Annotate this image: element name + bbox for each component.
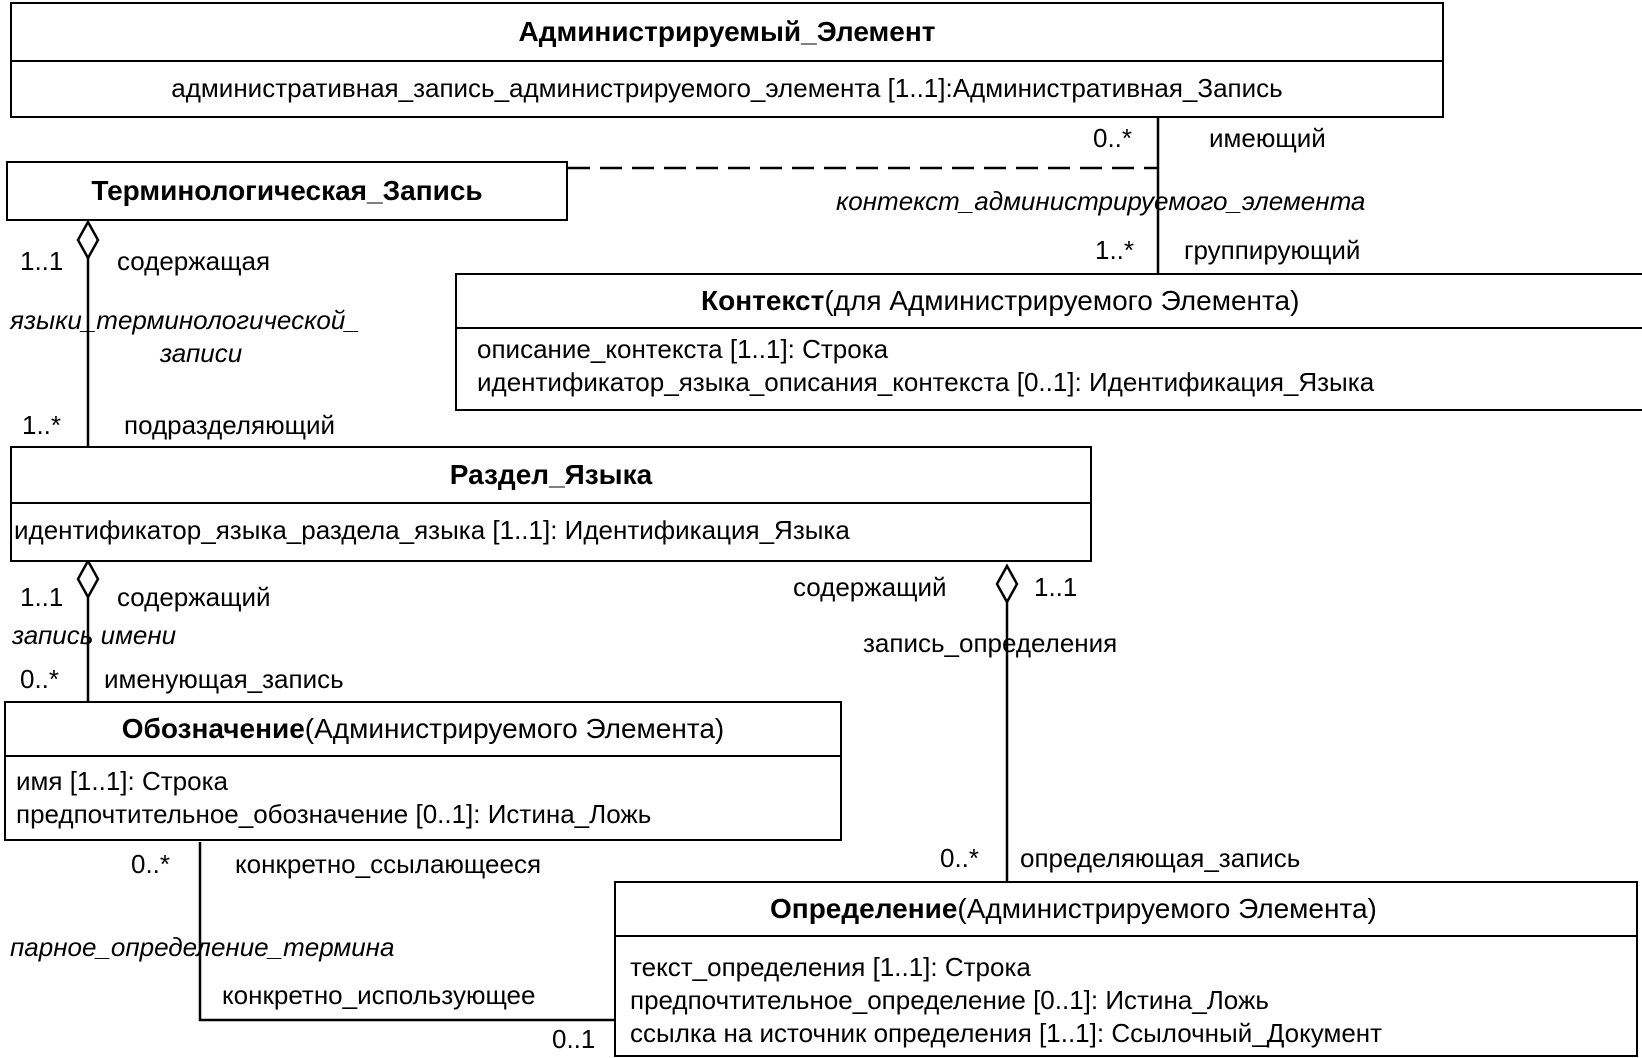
class-designation <box>4 701 842 841</box>
multiplicity-label: 0..* <box>1093 123 1133 153</box>
attribute: описание_контекста [1..1]: Строка <box>477 334 889 364</box>
role-label: конкретно_ссылающееся <box>235 849 542 879</box>
multiplicity-label: 1..* <box>22 410 62 440</box>
association-name: запись_определения <box>863 628 1118 658</box>
aggregation-diamond-name <box>78 561 98 597</box>
attribute: ссылка на источник определения [1..1]: Ссылочный_Документ <box>630 1018 1383 1048</box>
class-terminological-entry <box>6 161 568 221</box>
association-name: языки_терминологической_ <box>10 305 360 335</box>
class-name: Администрируемый_Элемент <box>518 16 936 47</box>
class-name: Раздел_Языка <box>449 459 653 490</box>
class-definition <box>614 881 1638 1057</box>
class-name: Терминологическая_Запись <box>91 175 483 206</box>
multiplicity-label: 1..1 <box>20 582 64 612</box>
association-name-line2: записи <box>160 338 243 368</box>
attribute: имя [1..1]: Строка <box>16 766 228 796</box>
class-context <box>455 273 1642 411</box>
multiplicity-label: 0..1 <box>552 1024 596 1054</box>
attribute: текст_определения [1..1]: Строка <box>630 952 1031 982</box>
association-name: контекст_администрируемого_элемента <box>836 186 1366 216</box>
role-label: содержащий <box>793 572 947 602</box>
role-label: имеющий <box>1209 123 1326 153</box>
class-name-suffix: (Администрируемого Элемента) <box>304 713 725 744</box>
attribute: идентификатор_языка_раздела_языка [1..1]: Идентификация_Языка <box>14 515 850 545</box>
multiplicity-label: 0..* <box>131 849 171 879</box>
multiplicity-label: 1..1 <box>1034 572 1078 602</box>
class-name: Определение <box>770 893 958 924</box>
attribute: идентификатор_языка_описания_контекста [0..1]: Идентификация_Языка <box>477 367 1375 397</box>
role-label: именующая_запись <box>104 664 344 694</box>
class-name: Обозначение <box>121 713 305 744</box>
association-name: парное_определение_термина <box>10 932 395 962</box>
attribute: предпочтительное_обозначение [0..1]: Истина_Ложь <box>16 799 652 829</box>
association-name: запись имени <box>12 620 177 650</box>
class-name-suffix: (Администрируемого Элемента) <box>957 893 1377 924</box>
role-label: содержащая <box>117 246 271 276</box>
class-administered-item <box>10 2 1444 118</box>
role-label: определяющая_запись <box>1020 843 1301 873</box>
attribute: предпочтительное_определение [0..1]: Истина_Ложь <box>630 985 1269 1015</box>
class-language-section <box>10 446 1092 562</box>
multiplicity-label: 0..* <box>940 843 980 873</box>
role-label: содержащий <box>117 582 271 612</box>
class-name-suffix: (для Администрируемого Элемента) <box>824 285 1300 316</box>
multiplicity-label: 1..* <box>1095 235 1135 265</box>
role-label: конкретно_использующее <box>222 980 536 1010</box>
multiplicity-label: 0..* <box>20 664 60 694</box>
aggregation-diamond-definition <box>997 566 1017 602</box>
multiplicity-label: 1..1 <box>20 246 64 276</box>
attribute: административная_запись_администрируемого_элемента [1..1]:Административная_Запись <box>171 73 1283 103</box>
role-label: группирующий <box>1184 235 1361 265</box>
aggregation-diamond-entry <box>78 222 98 258</box>
role-label: подразделяющий <box>124 410 336 440</box>
class-name: Контекст <box>701 285 825 316</box>
